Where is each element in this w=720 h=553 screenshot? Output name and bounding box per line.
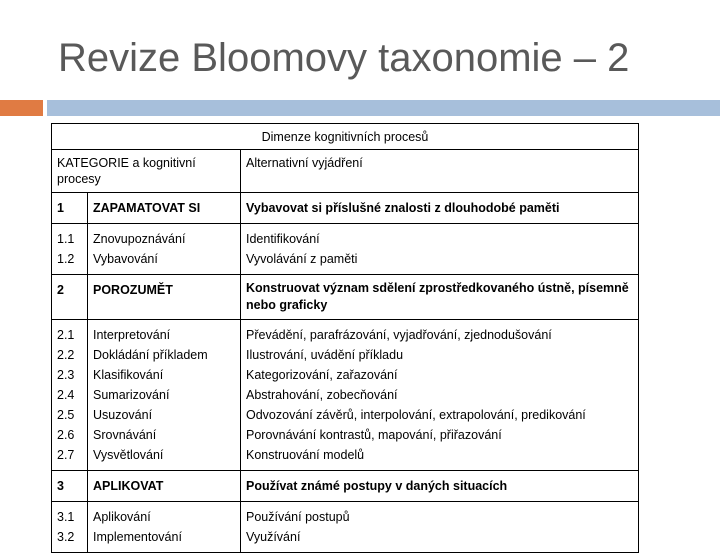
item-name: Srovnávání (93, 428, 157, 442)
item-alt: Konstruování modelů (246, 448, 365, 462)
item-alternatives (241, 320, 639, 471)
item-alt: Používání postupů (246, 510, 350, 524)
category-row (52, 150, 639, 193)
section-description: Konstruovat význam sdělení zprostředkovaného ústně, písemně nebo graficky (241, 275, 639, 320)
section-number: 2 (52, 275, 88, 320)
item-alt: Porovnávání kontrastů, mapování, přiřazování (246, 428, 502, 442)
item-name: Implementování (93, 530, 182, 544)
item-names (88, 320, 241, 471)
item-alternatives (241, 502, 639, 553)
item-number: 2.3 (57, 368, 75, 382)
section-description: Používat známé postupy v daných situacích (241, 471, 639, 502)
section-number: 1 (52, 193, 88, 224)
item-number: 2.2 (57, 348, 75, 362)
item-number: 1.2 (57, 252, 75, 266)
item-name: Dokládání příkladem (93, 348, 208, 362)
table-header: Dimenze kognitivních procesů (52, 124, 639, 150)
items-row (52, 224, 639, 275)
item-name: Vysvětlování (93, 448, 164, 462)
items-row (52, 502, 639, 553)
item-alt: Využívání (246, 530, 301, 544)
item-name: Usuzování (93, 408, 153, 422)
item-numbers (52, 320, 88, 471)
item-name: Klasifikování (93, 368, 164, 382)
section-row (52, 193, 639, 224)
accent-bar-blue (47, 100, 720, 116)
item-numbers (52, 502, 88, 553)
item-alt: Ilustrování, uvádění příkladu (246, 348, 404, 362)
category-label: KATEGORIE a kognitivní procesy (52, 150, 241, 193)
item-alt: Identifikování (246, 232, 320, 246)
item-name: Aplikování (93, 510, 151, 524)
item-alternatives (241, 224, 639, 275)
item-number: 2.6 (57, 428, 75, 442)
item-number: 2.4 (57, 388, 75, 402)
item-names (88, 502, 241, 553)
taxonomy-table (51, 123, 639, 553)
item-alt: Odvozování závěrů, interpolování, extrapolování, predikování (246, 408, 586, 422)
slide-title: Revize Bloomovy taxonomie – 2 (58, 36, 630, 80)
items-row (52, 320, 639, 471)
item-alt: Kategorizování, zařazování (246, 368, 398, 382)
section-name: APLIKOVAT (88, 471, 241, 502)
item-name: Sumarizování (93, 388, 170, 402)
alternative-label: Alternativní vyjádření (241, 150, 639, 193)
item-name: Znovupoznávání (93, 232, 186, 246)
section-row (52, 275, 639, 320)
item-numbers (52, 224, 88, 275)
item-number: 2.7 (57, 448, 75, 462)
item-number: 2.5 (57, 408, 75, 422)
section-number: 3 (52, 471, 88, 502)
table-header-row (52, 124, 639, 150)
item-number: 3.2 (57, 530, 75, 544)
item-alt: Abstrahování, zobecňování (246, 388, 398, 402)
item-name: Interpretování (93, 328, 171, 342)
item-number: 3.1 (57, 510, 75, 524)
item-number: 2.1 (57, 328, 75, 342)
accent-bar-orange (0, 100, 43, 116)
item-alt: Vyvolávání z paměti (246, 252, 358, 266)
section-name: ZAPAMATOVAT SI (88, 193, 241, 224)
section-name: POROZUMĚT (88, 275, 241, 320)
section-row (52, 471, 639, 502)
item-alt: Převádění, parafrázování, vyjadřování, zjednodušování (246, 328, 552, 342)
item-number: 1.1 (57, 232, 75, 246)
section-description: Vybavovat si příslušné znalosti z dlouhodobé paměti (241, 193, 639, 224)
item-names (88, 224, 241, 275)
item-name: Vybavování (93, 252, 158, 266)
